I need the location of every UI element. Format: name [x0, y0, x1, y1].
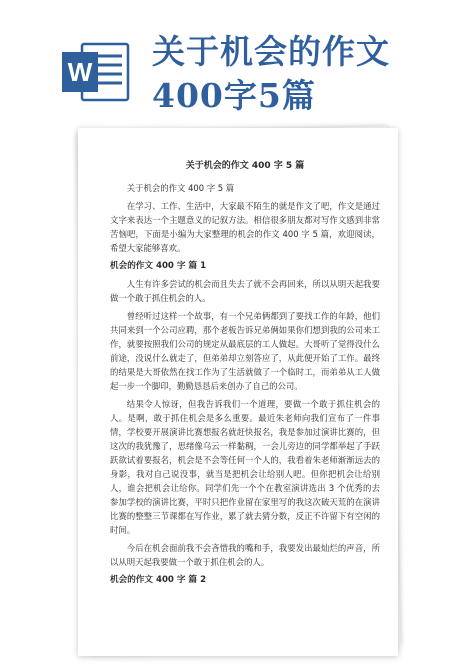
- document-page: [78, 128, 398, 656]
- word-doc-icon: [60, 40, 132, 104]
- body-paragraph: 曾经听过这样一个故事，有一个兄弟俩都到了要找工作的年龄，他们共同来到一个公司应聘，那个老板告诉兄弟俩如果你们想到我的公司来工作，就要按照我们公司的规定从最底层的工人做起。大哥听了觉得没什么前途，没说什么就走了，但弟弟却立刻答应了，从此便开始了工作。最终的结果是大哥依然在找工作为了生活就做了一个临时工，而弟弟从工人做起一步一个脚印，勤勤恳恳后来创办了自己的公司。: [110, 311, 380, 391]
- document-title: 关于机会的作文 400 字 5 篇: [185, 161, 305, 171]
- intro-paragraph: 在学习、工作、生活中，大家最不陌生的就是作文了吧，作文是通过文字来表达一个主题意义的记叙方法。相信很多朋友都对写作文感到非常苦恼吧，下面是小编为大家整理的机会的作文 400 字 5 篇，欢迎阅读，希望大家能够喜欢。: [110, 201, 380, 253]
- document-subtitle: 关于机会的作文 400 字 5 篇: [126, 183, 235, 193]
- section-heading-1: 机会的作文 400 字 篇 1: [110, 261, 207, 271]
- body-paragraph: 人生有许多尝试的机会而且失去了就不会再回来，所以从明天起我要做一个敢于抓住机会的人。: [110, 279, 380, 303]
- body-paragraph: 今后在机会面前我不会吝惜我的嘴和手，我要发出最灿烂的声音，所以从明天起我要做一个敢于抓住机会的人。: [110, 543, 380, 567]
- section-heading-2: 机会的作文 400 字 篇 2: [110, 575, 207, 585]
- header-banner: [0, 0, 474, 122]
- banner-title: 关于机会的作文400字5篇: [152, 32, 390, 115]
- svg-text:W: W: [67, 57, 93, 87]
- body-paragraph: 结果令人惊讶，但我告诉我们一个道理，要做一个敢于抓住机会的人。是啊，敢于抓住机会是多么重要。最近朱老师向我们宣布了一件事情，学校要开展演讲比赛想报名就赶快报名，我是参加过演讲比赛的，但这次的我犹豫了，思绪像乌云一样黏稠，一会儿旁边的同学都举起了手跃跃欲试着要报名，机会是不会等任何一个人的，我看着朱老师渐渐远去的身影，我对自己说没事，就当是把机会让给别人吧。但你把机会让给别人，谁会把机会让给你。同学们先一个个在教室演讲选出 3 个优秀的去参加学校的演讲比赛，平时只把作业留在家里写的我这次破天荒的在演讲比赛的整整三节课都在写作业，累了就去猜分数，反正不许留下有空闲的时间。: [110, 399, 380, 535]
